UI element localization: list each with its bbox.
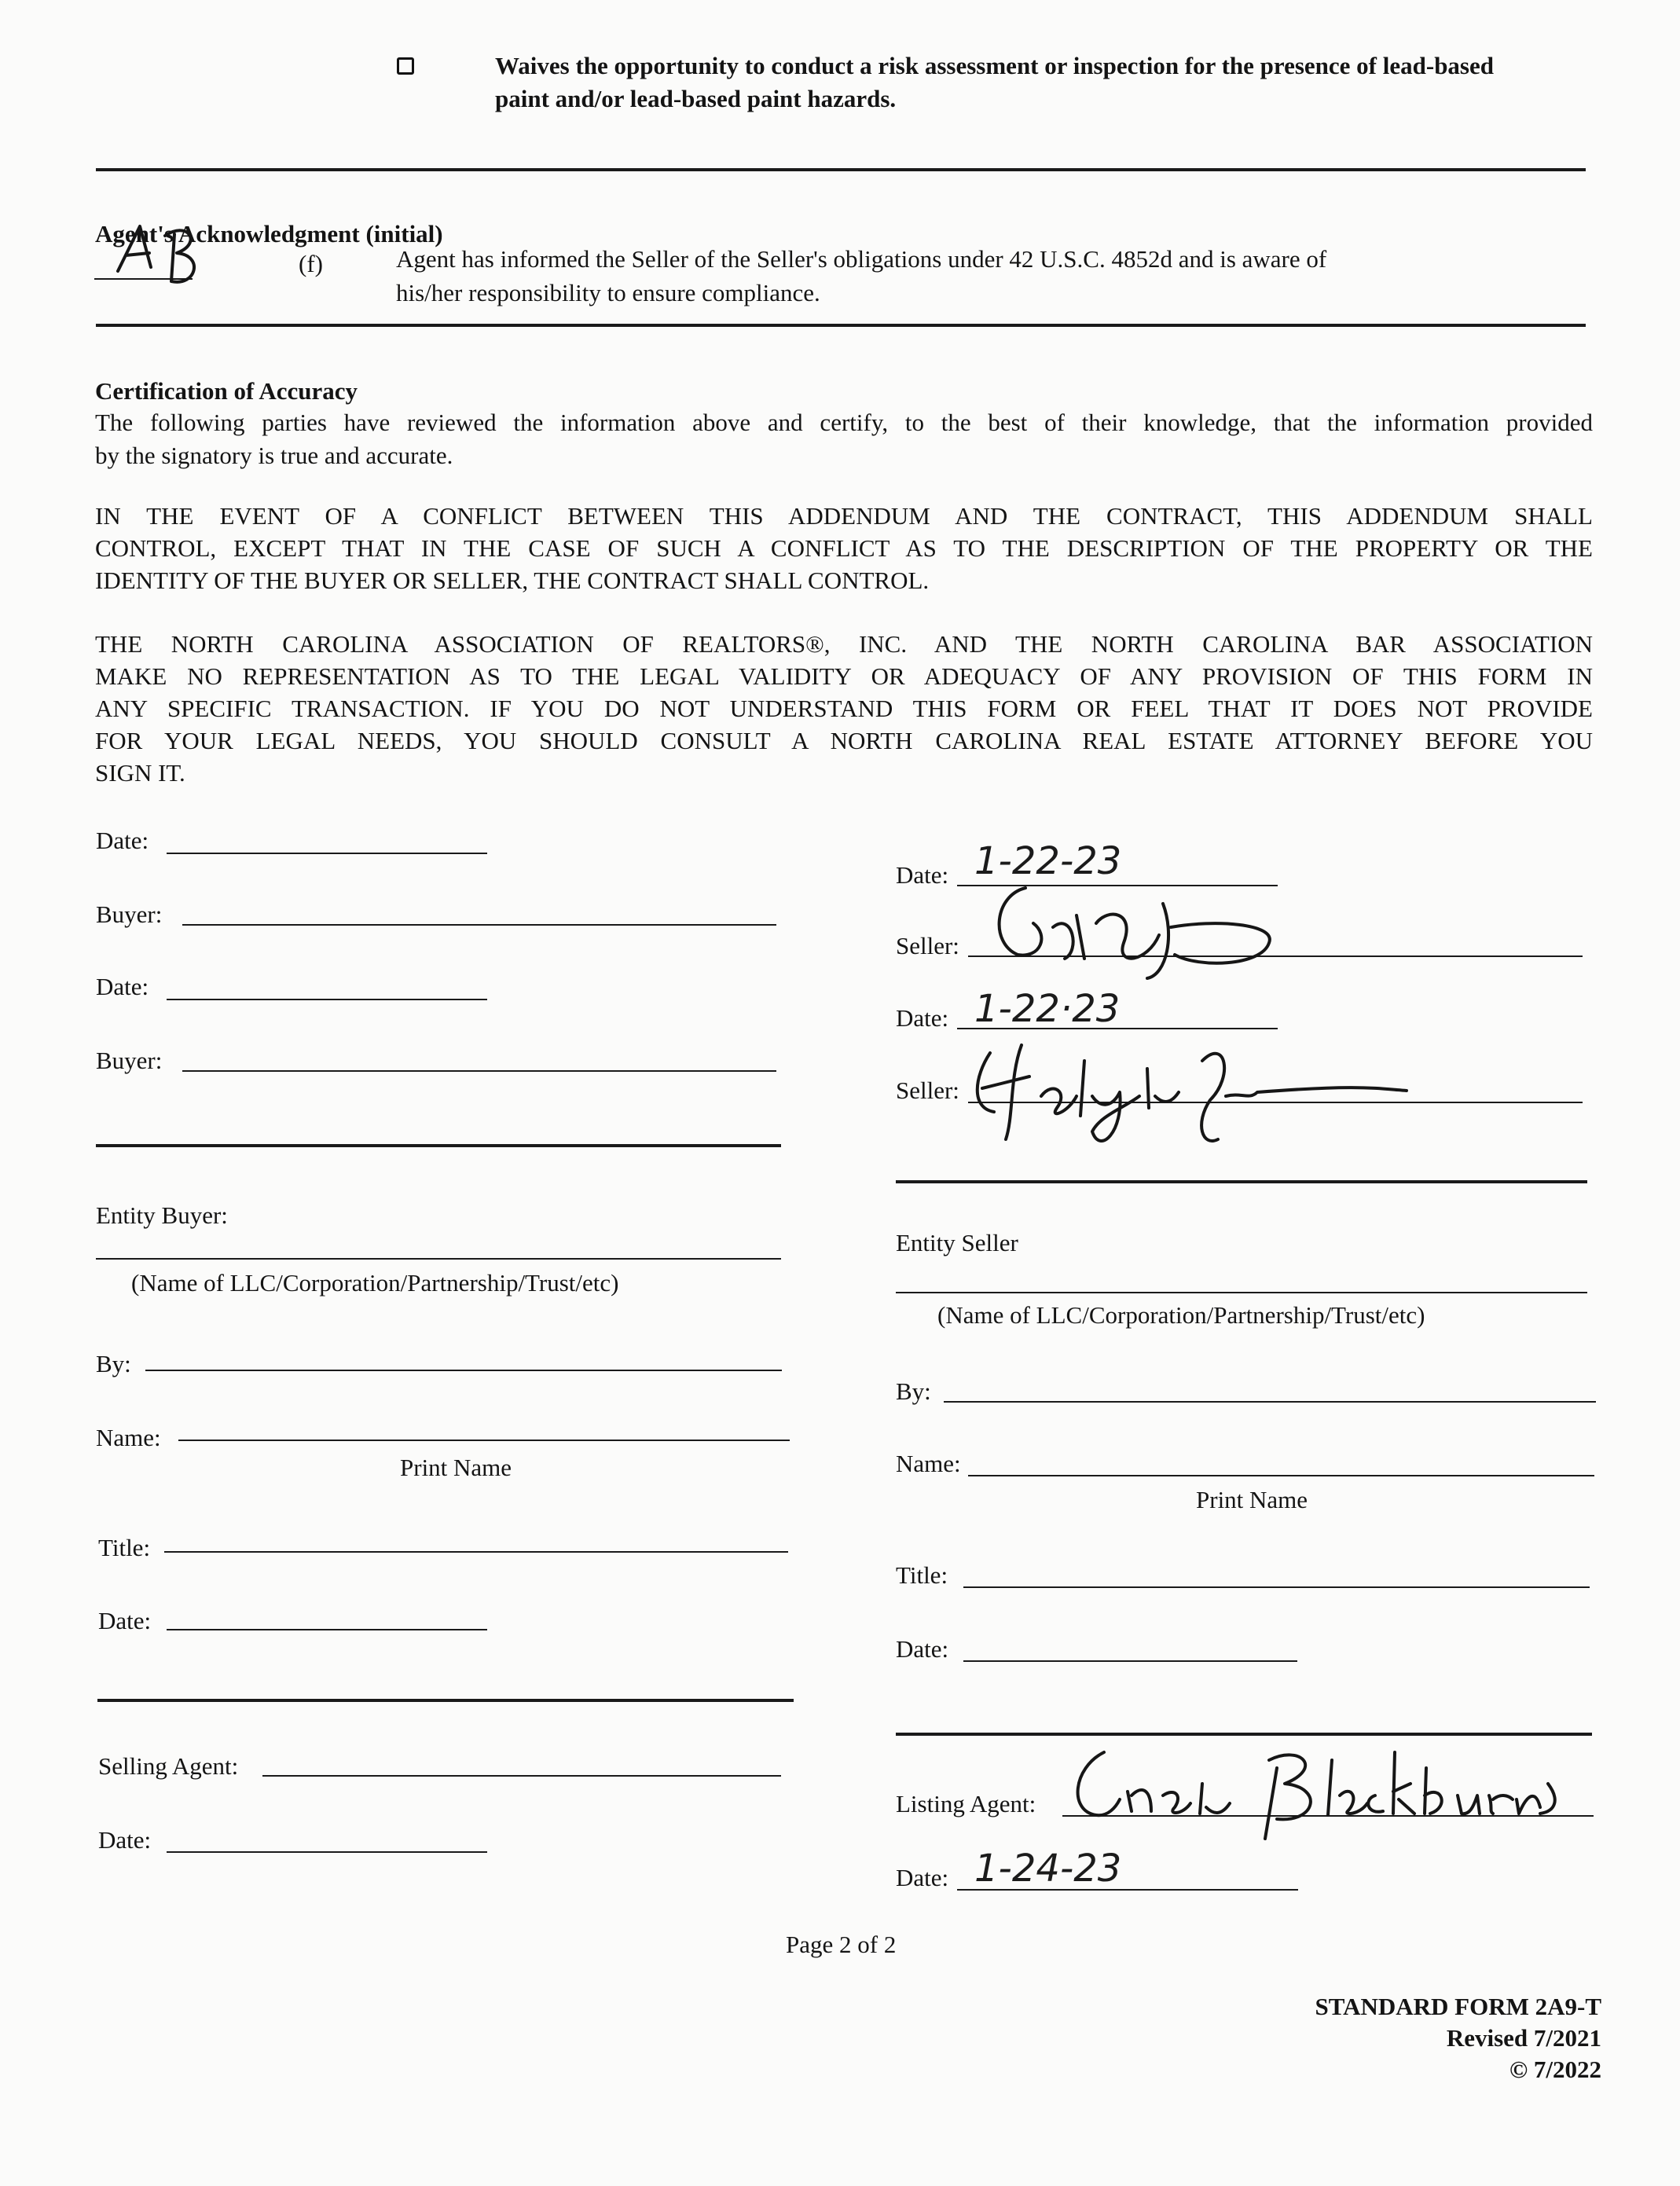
- agent-ack-heading: Agent's Acknowledgment (initial): [95, 220, 443, 248]
- entity-seller-date-field[interactable]: [963, 1660, 1297, 1662]
- selling-agent-field[interactable]: [262, 1775, 781, 1777]
- selling-agent-date-label: Date:: [98, 1826, 152, 1854]
- entity-buyer-title-label: Title:: [98, 1534, 151, 1561]
- entity-seller-name-field[interactable]: [896, 1292, 1587, 1293]
- entity-buyer-date-field[interactable]: [167, 1629, 487, 1630]
- seller-signature: [978, 880, 1293, 982]
- disclaimer-line-1: THE NORTH CAROLINA ASSOCIATION OF REALTORS®, INC. AND THE NORTH CAROLINA BAR ASSOCIATION: [95, 630, 1593, 658]
- entity-buyer-name-label: Name:: [96, 1424, 161, 1451]
- entity-buyer-by-label: By:: [96, 1350, 131, 1377]
- conflict-line-1: IN THE EVENT OF A CONFLICT BETWEEN THIS ADDENDUM AND THE CONTRACT, THIS ADDENDUM SHALL: [95, 502, 1593, 530]
- page-number: Page 2 of 2: [786, 1931, 897, 1958]
- certification-heading: Certification of Accuracy: [95, 377, 358, 405]
- footer-copyright: © 7/2022: [1509, 2056, 1601, 2083]
- seller-signature-2: [967, 1029, 1438, 1163]
- buyer-date-label-2: Date:: [96, 973, 149, 1000]
- conflict-line-3: IDENTITY OF THE BUYER OR SELLER, THE CONTRACT SHALL CONTROL.: [95, 567, 930, 594]
- waiver-line-1: Waives the opportunity to conduct a risk assessment or inspection for the presence of lead-based: [495, 52, 1494, 79]
- certification-line-1: The following parties have reviewed the information above and certify, to the best of their knowledge, that the information provided: [95, 409, 1593, 436]
- seller-label-2: Seller:: [896, 1076, 959, 1104]
- buyer-date-field-2[interactable]: [167, 999, 487, 1000]
- footer-revised: Revised 7/2021: [1446, 2024, 1601, 2052]
- conflict-line-2: CONTROL, EXCEPT THAT IN THE CASE OF SUCH A CONFLICT AS TO THE DESCRIPTION OF THE PROPERTY OR THE: [95, 534, 1593, 562]
- footer-form-number: STANDARD FORM 2A9-T: [1315, 1993, 1601, 2020]
- selling-agent-divider: [97, 1699, 794, 1702]
- seller-label: Seller:: [896, 932, 959, 959]
- disclaimer-line-5: SIGN IT.: [95, 759, 185, 787]
- agent-ack-line-2: his/her responsibility to ensure compliance.: [396, 279, 820, 306]
- waiver-checkbox[interactable]: [397, 57, 414, 75]
- buyer-label-2: Buyer:: [96, 1047, 163, 1074]
- selling-agent-label: Selling Agent:: [98, 1752, 239, 1780]
- waiver-line-2: paint and/or lead-based paint hazards.: [495, 85, 897, 112]
- buyer-date-field[interactable]: [167, 853, 487, 854]
- buyer-signature-field-2[interactable]: [182, 1070, 776, 1072]
- selling-agent-date-field[interactable]: [167, 1851, 487, 1853]
- listing-agent-date-label: Date:: [896, 1864, 949, 1891]
- disclaimer-line-2: MAKE NO REPRESENTATION AS TO THE LEGAL VALIDITY OR ADEQUACY OF ANY PROVISION OF THIS FORM IN: [95, 662, 1593, 690]
- section-divider: [96, 168, 1586, 171]
- entity-buyer-label: Entity Buyer:: [96, 1201, 228, 1229]
- entity-buyer-print-name: Print Name: [400, 1454, 512, 1481]
- entity-seller-by-field[interactable]: [944, 1401, 1596, 1403]
- disclaimer-line-4: FOR YOUR LEGAL NEEDS, YOU SHOULD CONSULT A NORTH CAROLINA REAL ESTATE ATTORNEY BEFORE YOU: [95, 727, 1593, 754]
- entity-seller-caption: (Name of LLC/Corporation/Partnership/Trust/etc): [937, 1301, 1425, 1329]
- entity-seller-print-name: Print Name: [1196, 1486, 1308, 1513]
- seller-date-value: 1-22-23: [974, 839, 1122, 883]
- agent-ack-line-1: Agent has informed the Seller of the Seller's obligations under 42 U.S.C. 4852d and is aware of: [396, 245, 1327, 273]
- entity-seller-by-label: By:: [896, 1377, 931, 1405]
- seller-section-divider: [896, 1180, 1587, 1183]
- entity-seller-title-label: Title:: [896, 1561, 948, 1589]
- buyer-date-label: Date:: [96, 827, 149, 854]
- disclaimer-line-3: ANY SPECIFIC TRANSACTION. IF YOU DO NOT UNDERSTAND THIS FORM OR FEEL THAT IT DOES NOT PROVIDE: [95, 695, 1593, 722]
- entity-buyer-date-label: Date:: [98, 1607, 152, 1634]
- entity-seller-date-label: Date:: [896, 1635, 949, 1663]
- listing-agent-label: Listing Agent:: [896, 1790, 1036, 1817]
- section-divider: [96, 324, 1586, 327]
- buyer-signature-field[interactable]: [182, 924, 776, 926]
- entity-buyer-caption: (Name of LLC/Corporation/Partnership/Trust/etc): [131, 1269, 619, 1297]
- seller-date-value-2: 1-22·23: [974, 987, 1121, 1031]
- entity-buyer-name-field[interactable]: [96, 1258, 781, 1260]
- listing-agent-date-value: 1-24-23: [974, 1847, 1122, 1891]
- entity-buyer-name-field[interactable]: [178, 1440, 790, 1441]
- seller-date-label: Date:: [896, 861, 949, 889]
- certification-line-2: by the signatory is true and accurate.: [95, 442, 453, 469]
- buyer-section-divider: [96, 1144, 781, 1147]
- entity-buyer-by-field[interactable]: [145, 1370, 782, 1371]
- agent-ack-item-letter: (f): [299, 250, 323, 277]
- entity-seller-title-field[interactable]: [963, 1586, 1590, 1588]
- agent-initials-signature: [102, 212, 220, 299]
- buyer-label: Buyer:: [96, 900, 163, 928]
- entity-seller-label: Entity Seller: [896, 1229, 1018, 1256]
- seller-date-label-2: Date:: [896, 1004, 949, 1032]
- listing-agent-divider: [896, 1733, 1592, 1736]
- entity-seller-name-label: Name:: [896, 1450, 961, 1477]
- entity-seller-name-field[interactable]: [968, 1475, 1594, 1476]
- entity-buyer-title-field[interactable]: [164, 1551, 788, 1553]
- listing-agent-signature: [1065, 1737, 1568, 1854]
